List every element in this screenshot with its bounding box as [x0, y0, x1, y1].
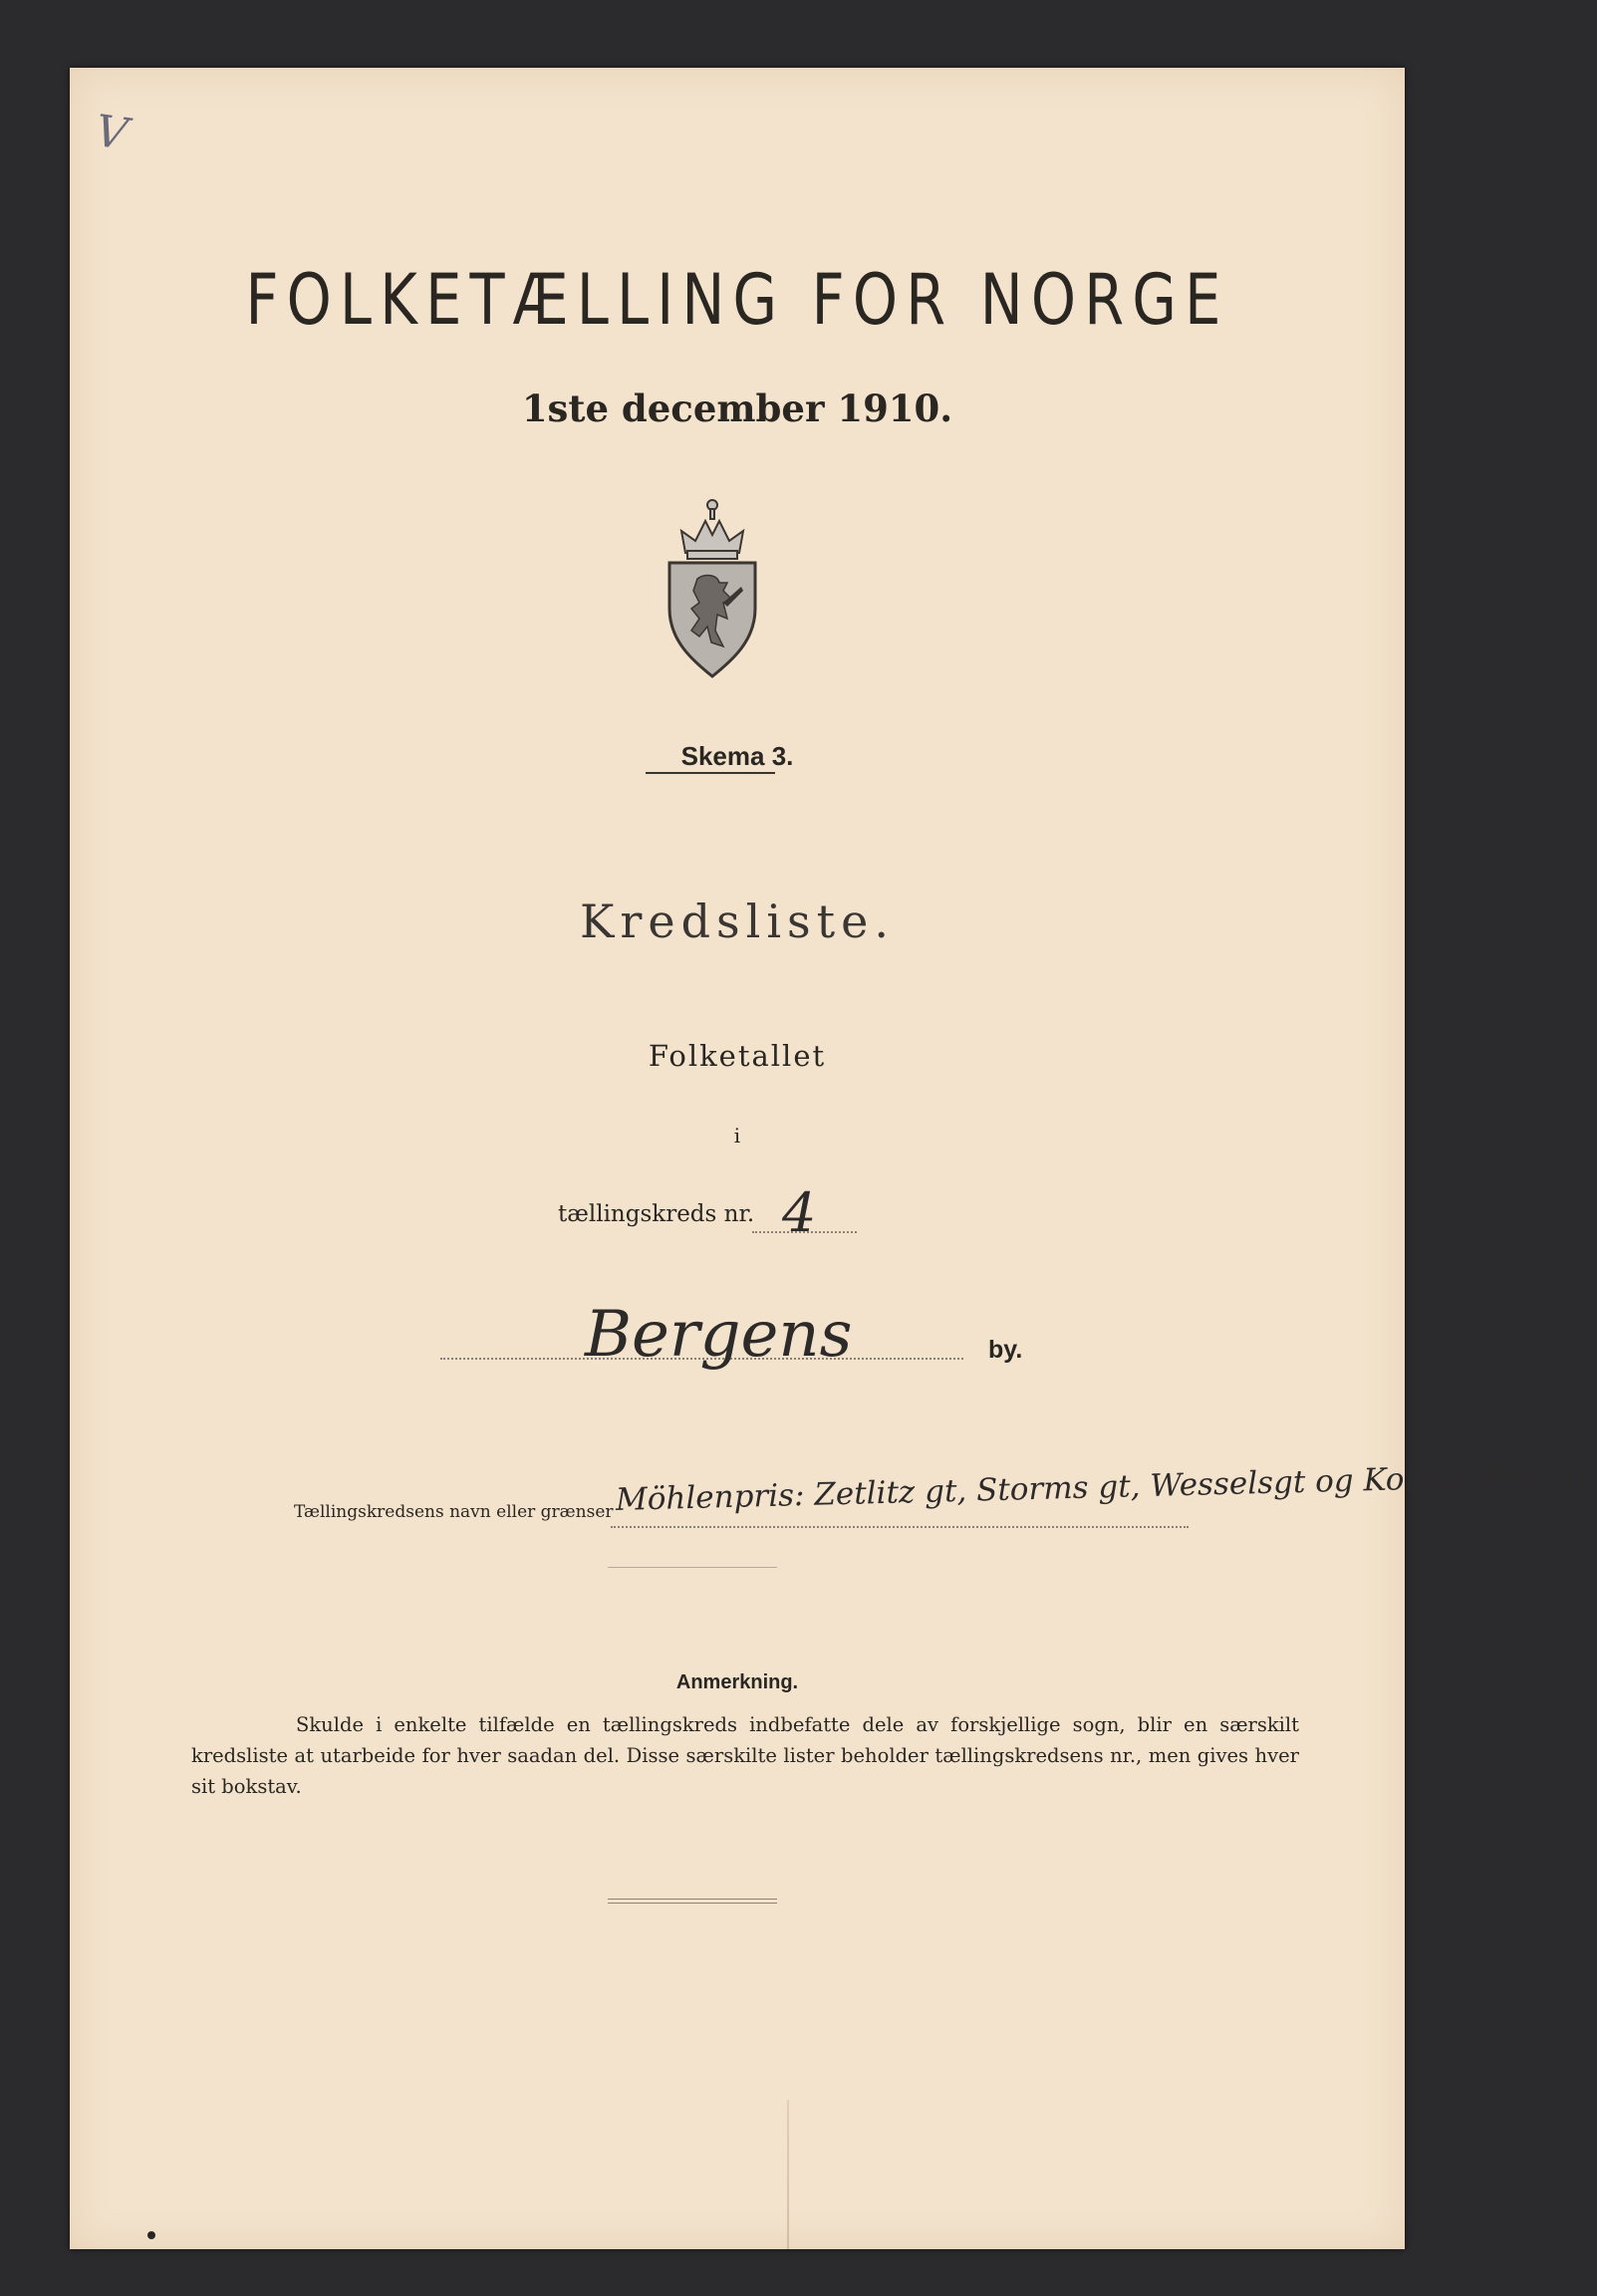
district-number-label: tællingskreds nr. [558, 1201, 755, 1227]
form-title: FOLKETÆLLING FOR NORGE [245, 259, 1229, 341]
corner-check-mark: V [92, 106, 132, 160]
district-number-value: 4 [782, 1181, 817, 1244]
district-bounds-dotted-line [611, 1526, 1189, 1528]
preposition-i: i [733, 1124, 741, 1148]
list-type-heading: Kredsliste. [580, 894, 895, 948]
census-date: 1ste december 1910. [521, 386, 953, 430]
note-title: Anmerkning. [675, 1671, 799, 1693]
district-bounds-label: Tællingskredsens navn eller grænser [294, 1502, 614, 1522]
schema-underline [646, 772, 775, 774]
schema-label: Skema 3. [680, 741, 794, 771]
district-bounds-value: Möhlenpris: Zetlitz gt, Storms gt, Wesselsgt og Konsul Bøes gt [615, 1456, 1597, 1518]
population-heading: Folketallet [648, 1039, 827, 1073]
paper-crease [787, 2100, 789, 2249]
norwegian-coat-of-arms-icon [658, 491, 767, 680]
city-value: Bergens [585, 1298, 853, 1372]
section-divider [608, 1567, 777, 1568]
census-form-page [70, 68, 1597, 2249]
punch-hole [147, 2231, 155, 2239]
city-suffix: by. [988, 1336, 1023, 1364]
double-divider [608, 1899, 777, 1904]
note-text: Skulde i enkelte tilfælde en tællingskreds indbefatte dele av forskjellige sogn, blir en særskilt kredsliste at utarbeide for hver saadan del. Disse særskilte lister beholder tællingskredsens nr., men gives hver sit bokstav. [191, 1713, 1299, 1798]
